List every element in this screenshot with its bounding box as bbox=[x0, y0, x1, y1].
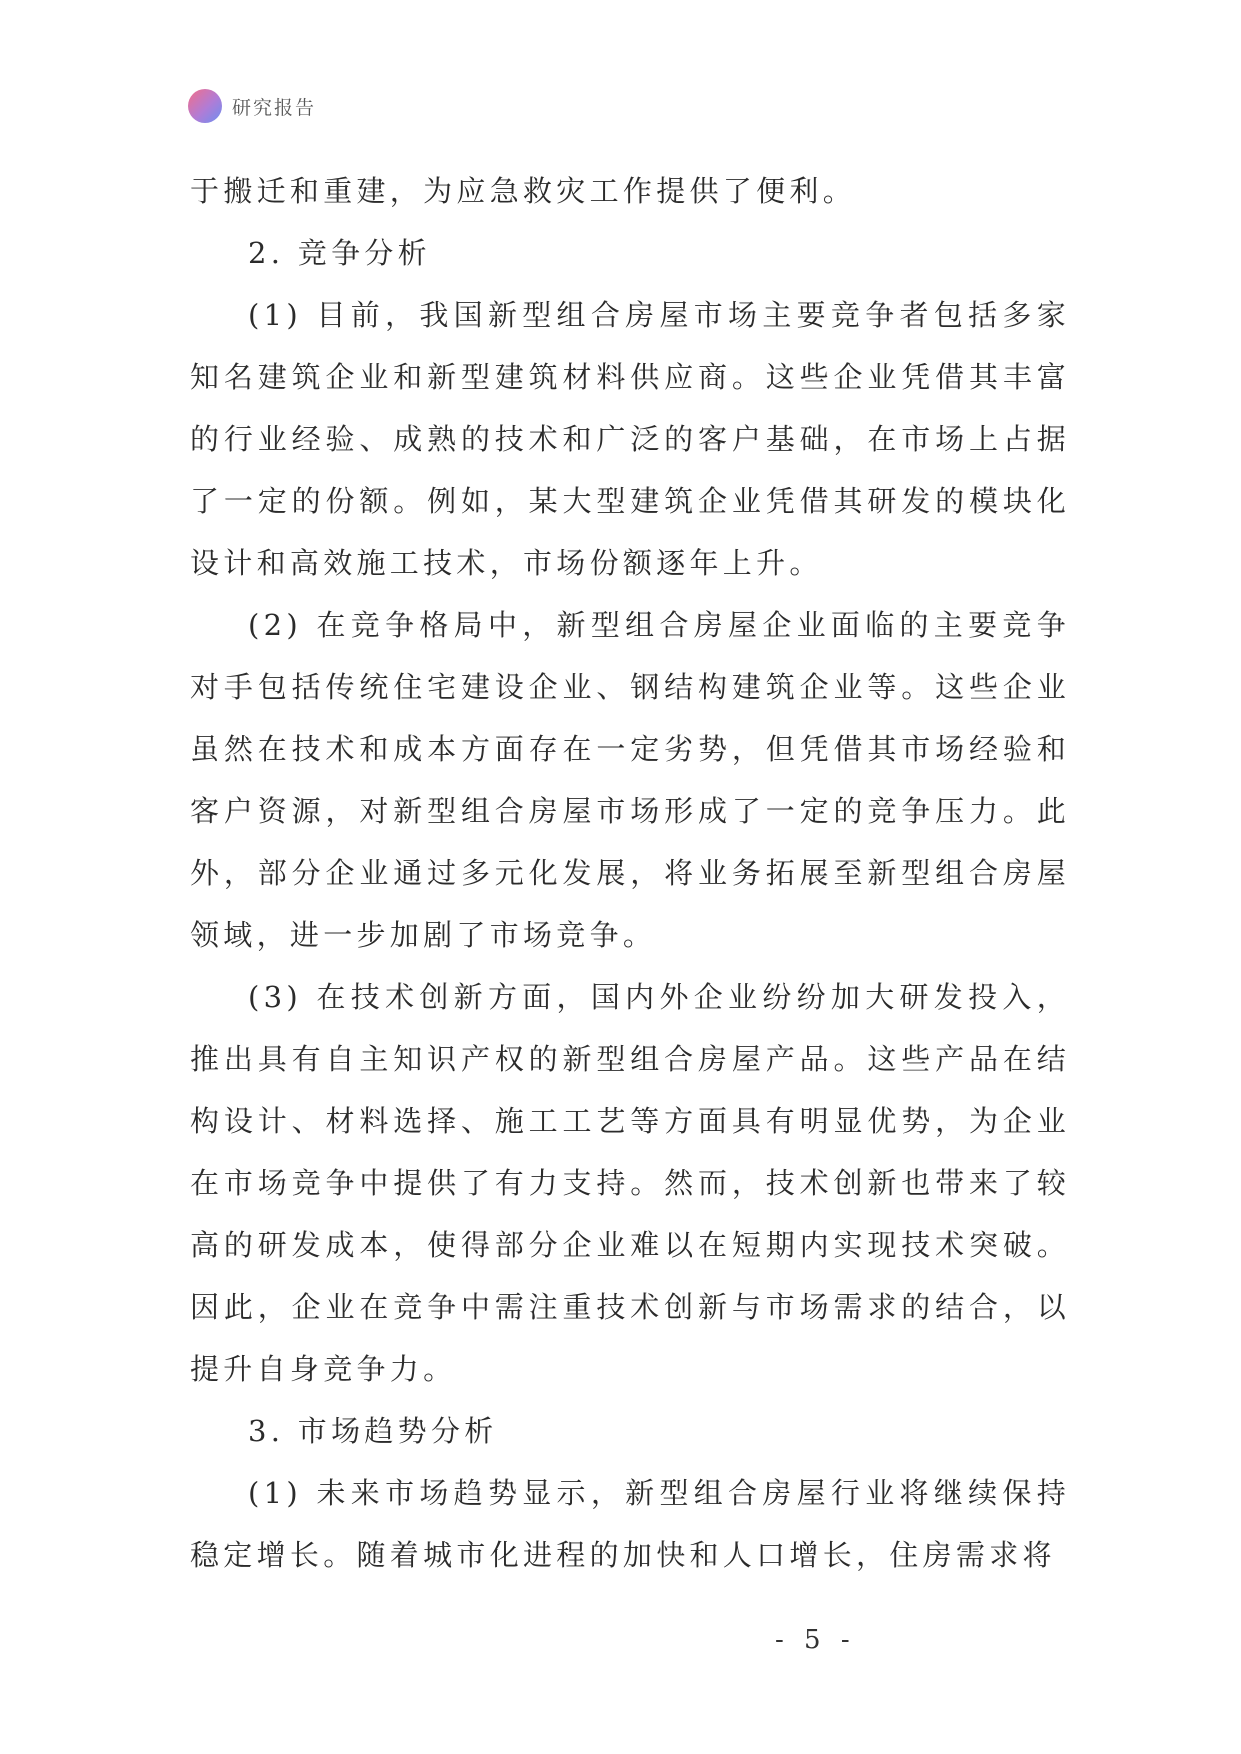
paragraph-competition-3: (3) 在技术创新方面，国内外企业纷纷加大研发投入，推出具有自主知识产权的新型组合房屋产品。这些产品在结构设计、材料选择、施工工艺等方面具有明显优势，为企业在市场竞争中提供了有力支持。然而，技术创新也带来了较高的研发成本，使得部分企业难以在短期内实现技术突破。因此，企业在竞争中需注重技术创新与市场需求的结合，以提升自身竞争力。 bbox=[190, 980, 1070, 1386]
header-title: 研究报告 bbox=[232, 96, 317, 119]
section-heading-market-trend: 3. 市场趋势分析 bbox=[248, 1414, 498, 1448]
paragraph-market-trend-1: (1) 未来市场趋势显示，新型组合房屋行业将继续保持稳定增长。随着城市化进程的加快和人口增长，住房需求将 bbox=[190, 1476, 1070, 1572]
paragraph-competition-1: (1) 目前，我国新型组合房屋市场主要竞争者包括多家知名建筑企业和新型建筑材料供应商。这些企业凭借其丰富的行业经验、成熟的技术和广泛的客户基础，在市场上占据了一定的份额。例如，某大型建筑企业凭借其研发的模块化设计和高效施工技术，市场份额逐年上升。 bbox=[190, 298, 1070, 580]
paragraph-continuation: 于搬迁和重建，为应急救灾工作提供了便利。 bbox=[190, 174, 857, 208]
logo-icon bbox=[188, 89, 222, 123]
section-heading-competition: 2. 竞争分析 bbox=[248, 236, 431, 270]
document-body bbox=[190, 160, 1070, 1586]
paragraph-competition-2: (2) 在竞争格局中，新型组合房屋企业面临的主要竞争对手包括传统住宅建设企业、钢结构建筑企业等。这些企业虽然在技术和成本方面存在一定劣势，但凭借其市场经验和客户资源，对新型组合房屋市场形成了一定的竞争压力。此外，部分企业通过多元化发展，将业务拓展至新型组合房屋领域，进一步加剧了市场竞争。 bbox=[190, 608, 1070, 952]
page-number: - 5 - bbox=[775, 1625, 856, 1655]
page-header bbox=[188, 88, 316, 124]
